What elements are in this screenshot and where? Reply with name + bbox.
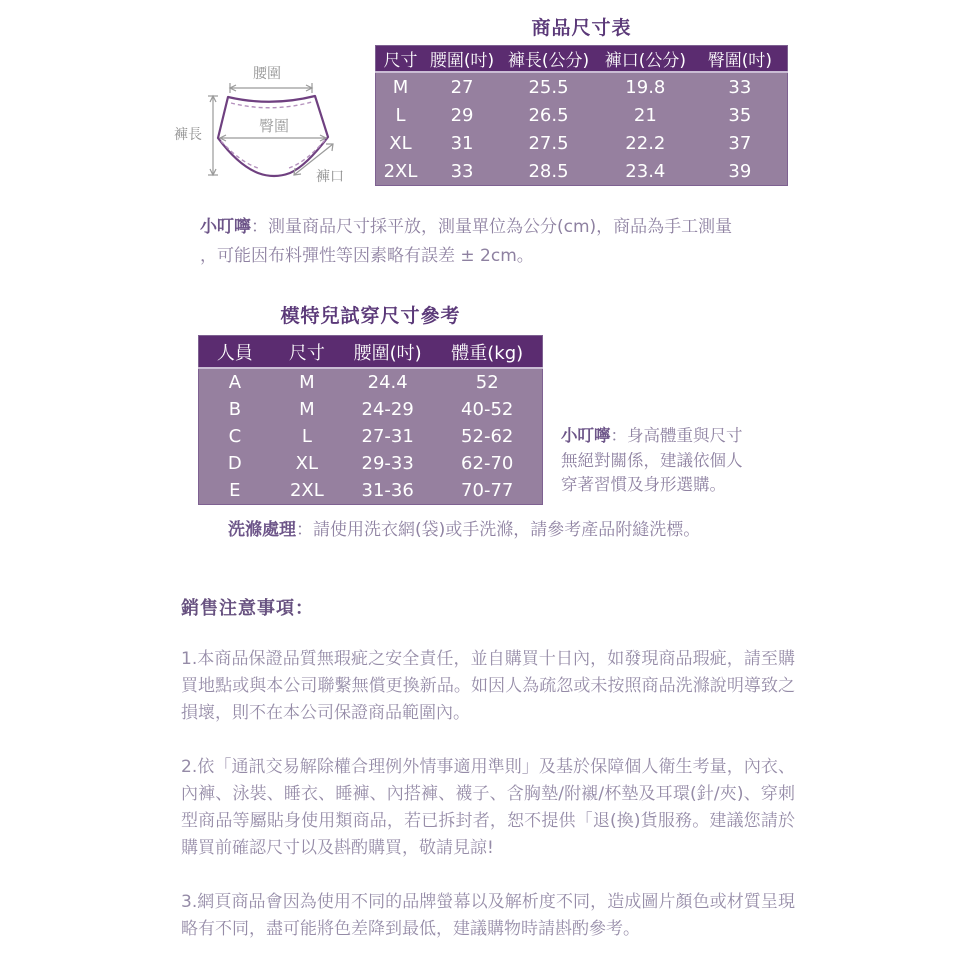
leg-opening-label: 褲口 xyxy=(316,169,344,185)
size-chart-header-row xyxy=(376,46,788,73)
hip-line xyxy=(220,135,326,141)
model-fitting-table xyxy=(198,335,543,505)
table-cell: 52 xyxy=(432,368,542,396)
wash-note xyxy=(228,516,828,545)
measure-note-line2: ，可能因布料彈性等因素略有誤差 ± 2cm。 xyxy=(200,246,534,266)
header-cell: 尺寸 xyxy=(376,46,425,73)
table-cell: 29 xyxy=(425,101,499,129)
table-cell: 2XL xyxy=(376,157,425,186)
table-cell: 70-77 xyxy=(432,477,542,505)
table-cell: 23.4 xyxy=(598,157,693,186)
table-cell: E xyxy=(199,477,271,505)
table-cell: 26.5 xyxy=(499,101,598,129)
length-label: 褲長 xyxy=(174,127,202,143)
table-cell: 31-36 xyxy=(343,477,432,505)
header-cell: 臀圍(吋) xyxy=(693,46,788,73)
header-cell: 體重(kg) xyxy=(432,336,542,369)
table-row xyxy=(376,129,788,157)
header-cell: 褲口(公分) xyxy=(598,46,693,73)
table-row xyxy=(376,157,788,186)
table-cell: 27.5 xyxy=(499,129,598,157)
table-cell: XL xyxy=(376,129,425,157)
waist-arrow xyxy=(230,83,312,93)
table-cell: L xyxy=(271,423,343,450)
header-cell: 腰圍(吋) xyxy=(343,336,432,369)
wash-note-label: 洗滌處理 xyxy=(228,520,296,540)
sales-note-paragraph-2: 2.依「通訊交易解除權合理例外情事適用準則」及基於保障個人衛生考量，內衣、內褲、泳裝、睡衣、睡褲、內搭褲、襪子、含胸墊/附襯/杯墊及耳環(針/夾)、穿刺型商品等屬貼身使用類商品，若已拆封者，恕不提供「退(換)貨服務。建議您請於購買前確認尺寸以及斟酌購買，敬請見諒! xyxy=(181,757,795,858)
fit-note-text1: ：身高體重與尺寸 xyxy=(610,426,743,445)
wash-note-text: ：請使用洗衣網(袋)或手洗滌，請參考產品附縫洗標。 xyxy=(296,520,701,540)
waist-label: 腰圍 xyxy=(253,66,281,82)
table-row xyxy=(376,72,788,101)
table-cell: 31 xyxy=(425,129,499,157)
length-arrow xyxy=(208,96,218,175)
fit-note-line1 xyxy=(561,424,801,449)
table-cell: 40-52 xyxy=(432,396,542,423)
table-cell: 2XL xyxy=(271,477,343,505)
model-table-header-row xyxy=(199,336,543,369)
table-row xyxy=(199,477,543,505)
sales-note-paragraph-1: 1.本商品保證品質無瑕疵之安全責任，並自購買十日內，如發現商品瑕疵，請至購買地點或與本公司聯繫無償更換新品。如因人為疏忽或未按照商品洗滌說明導致之損壞，則不在本公司保證商品範圍內。 xyxy=(181,649,795,723)
table-cell: 62-70 xyxy=(432,450,542,477)
table-cell: 25.5 xyxy=(499,72,598,101)
fit-note-line3: 穿著習慣及身形選購。 xyxy=(561,475,726,494)
fit-note-line2: 無絕對關係，建議依個人 xyxy=(561,450,743,470)
table-cell: 19.8 xyxy=(598,72,693,101)
table-cell: 24-29 xyxy=(343,396,432,423)
fit-note xyxy=(561,424,801,498)
waist-seam-dashed xyxy=(231,102,312,108)
table-row xyxy=(199,396,543,423)
table-cell: B xyxy=(199,396,271,423)
table-cell: 35 xyxy=(693,101,788,129)
table-row xyxy=(199,368,543,396)
table-cell: 33 xyxy=(693,72,788,101)
size-chart-table xyxy=(375,45,788,186)
table-cell: 28.5 xyxy=(499,157,598,186)
model-chart-title: 模特兒試穿尺寸參考 xyxy=(280,305,461,327)
header-cell: 腰圍(吋) xyxy=(425,46,499,73)
sales-notes-title: 銷售注意事項： xyxy=(181,598,314,619)
measure-note xyxy=(200,213,795,271)
measure-note-line1 xyxy=(200,213,795,242)
page-title: 商品尺寸表 xyxy=(531,17,632,39)
fit-note-label: 小叮嚀 xyxy=(561,426,611,445)
table-row xyxy=(376,101,788,129)
sales-note-paragraph-3: 3.網頁商品會因為使用不同的品牌螢幕以及解析度不同，造成圖片顏色或材質呈現略有不同，盡可能將色差降到最低，建議購物時請斟酌參考。 xyxy=(181,892,795,939)
table-cell: 33 xyxy=(425,157,499,186)
table-cell: M xyxy=(271,368,343,396)
table-cell: A xyxy=(199,368,271,396)
header-cell: 尺寸 xyxy=(271,336,343,369)
hip-label: 臀圍 xyxy=(258,117,290,135)
table-cell: 29-33 xyxy=(343,450,432,477)
table-cell: 52-62 xyxy=(432,423,542,450)
table-cell: 37 xyxy=(693,129,788,157)
header-cell: 人員 xyxy=(199,336,271,369)
table-cell: XL xyxy=(271,450,343,477)
table-cell: L xyxy=(376,101,425,129)
table-row xyxy=(199,423,543,450)
measure-note-text1: ：測量商品尺寸採平放，測量單位為公分(cm)，商品為手工測量 xyxy=(251,217,733,237)
header-cell: 褲長(公分) xyxy=(499,46,598,73)
table-cell: M xyxy=(271,396,343,423)
table-cell: C xyxy=(199,423,271,450)
table-cell: D xyxy=(199,450,271,477)
left-leg-seam-dashed xyxy=(221,141,258,168)
table-cell: 24.4 xyxy=(343,368,432,396)
table-row xyxy=(199,450,543,477)
table-cell: 27-31 xyxy=(343,423,432,450)
table-cell: 22.2 xyxy=(598,129,693,157)
table-cell: 39 xyxy=(693,157,788,186)
table-cell: 27 xyxy=(425,72,499,101)
measure-note-label: 小叮嚀 xyxy=(200,217,251,237)
panty-measurement-diagram xyxy=(170,55,390,205)
table-cell: M xyxy=(376,72,425,101)
table-cell: 21 xyxy=(598,101,693,129)
